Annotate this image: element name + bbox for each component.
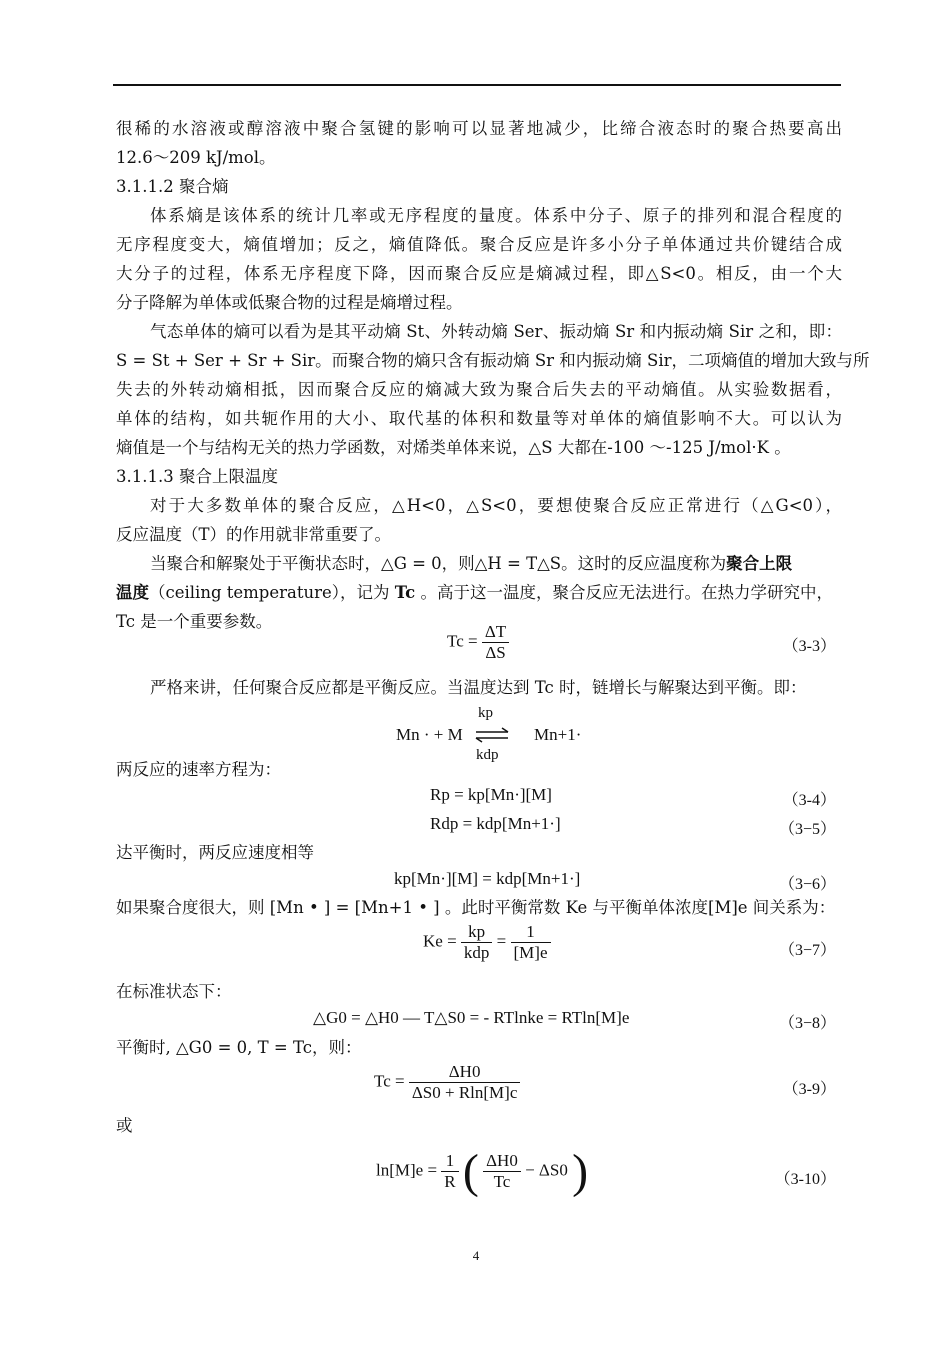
reaction-equation: Mn · + M kp kdp Mn+1·: [396, 705, 582, 763]
text-line: 反应温度（T）的作用就非常重要了。: [116, 525, 392, 544]
text-line: 失去的外转动熵相抵，因而聚合反应的熵减大致为聚合后失去的平动熵值。从实验数据看，: [116, 380, 842, 399]
equilibrium-arrow-icon: [474, 727, 510, 743]
section-heading: 3.1.1.2 聚合熵: [116, 177, 229, 196]
text-line: 气态单体的熵可以看为是其平动熵 St、外转动熵 Ser、振动熵 Sr 和内振动熵 Sir 之和，即：: [150, 322, 842, 341]
equation-number: （3-10）: [774, 1171, 836, 1188]
text-line: 或: [116, 1116, 133, 1135]
section-heading: 3.1.1.3 聚合上限温度: [116, 467, 278, 486]
text-line: 熵值是一个与结构无关的热力学函数，对烯类单体来说，△S 大都在-100 ～-125 J/mol·K 。: [116, 438, 791, 457]
text-line: 体系熵是该体系的统计几率或无序程度的量度。体系中分子、原子的排列和混合程度的: [150, 206, 842, 225]
text-line: 很稀的水溶液或醇溶液中聚合氢键的影响可以显著地减少，比缔合液态时的聚合热要高出: [116, 119, 842, 138]
equation-3-8: △G0 = △H0 — T△S0 = - RTlnke = RTln[M]e: [313, 1008, 630, 1027]
equation-number: （3−6）: [778, 876, 836, 893]
header-rule: [113, 84, 841, 86]
equation-number: （3−7）: [778, 942, 836, 959]
equation-3-4: Rp = kp[Mn·][M]: [430, 785, 552, 804]
text-line: 当聚合和解聚处于平衡状态时，△G = 0，则△H = T△S。这时的反应温度称为聚合上限: [150, 554, 793, 573]
text-line: S = St + Ser + Sr + Sir。而聚合物的熵只含有振动熵 Sr 和内振动熵 Sir，二项熵值的增加大致与所: [116, 351, 870, 370]
text-line: 两反应的速率方程为：: [116, 760, 281, 779]
text-line: 在标准状态下：: [116, 982, 232, 1001]
text-line: 单体的结构，如共轭作用的大小、取代基的体积和数量等对单体的熵值影响不大。可以认为: [116, 409, 842, 428]
equation-3-3: Tc = $\frac{\Delta T}{\Delta S}$: [447, 622, 509, 663]
text-line: 达平衡时，两反应速度相等: [116, 843, 314, 862]
text-line: 温度（ceiling temperature），记为 Tc 。高于这一温度，聚合反应无法进行。在热力学研究中，: [116, 583, 833, 602]
page-number: 4: [472, 1248, 480, 1263]
equation-3-10: ln[M]e = $\frac{1}{R}$ ( $\frac{\Delta H0}{Tc}$ − ΔS0 ): [376, 1145, 589, 1198]
equation-number: （3−8）: [778, 1015, 836, 1032]
equation-number: （3-4）: [782, 792, 836, 809]
text-line: 严格来讲，任何聚合反应都是平衡反应。当温度达到 Tc 时，链增长与解聚达到平衡。即：: [150, 678, 807, 697]
equation-3-6: kp[Mn·][M] = kdp[Mn+1·]: [394, 869, 581, 888]
equation-number: （3-9）: [782, 1081, 836, 1098]
equation-3-7: Ke = $\frac{kp}{\text{kdp}}$ = $\frac{1}{[M]e}$: [423, 922, 551, 963]
equation-3-9: Tc = $\frac{\Delta H0}{\Delta S0 + Rln[M]c}$: [374, 1062, 520, 1103]
equation-3-5: Rdp = kdp[Mn+1·]: [430, 814, 561, 833]
text-line: 对于大多数单体的聚合反应，△H<0，△S<0，要想使聚合反应正常进行（△G<0），: [150, 496, 842, 515]
equation-number: （3−5）: [778, 821, 836, 838]
text-line: 大分子的过程，体系无序程度下降，因而聚合反应是熵减过程，即△S<0。相反，由一个大: [116, 264, 842, 283]
text-line: Tc 是一个重要参数。: [116, 612, 273, 631]
text-line: 12.6～209 kJ/mol。: [116, 148, 276, 167]
text-line: 平衡时, △G0 = 0, T = Tc，则：: [116, 1038, 362, 1057]
text-line: 无序程度变大，熵值增加；反之，熵值降低。聚合反应是许多小分子单体通过共价键结合成: [116, 235, 842, 254]
text-line: 分子降解为单体或低聚合物的过程是熵增过程。: [116, 293, 463, 312]
text-line: 如果聚合度很大，则 [Mn • ] = [Mn+1 • ] 。此时平衡常数 Ke 与平衡单体浓度[M]e 间关系为：: [116, 898, 836, 917]
equation-number: （3-3）: [782, 638, 836, 655]
